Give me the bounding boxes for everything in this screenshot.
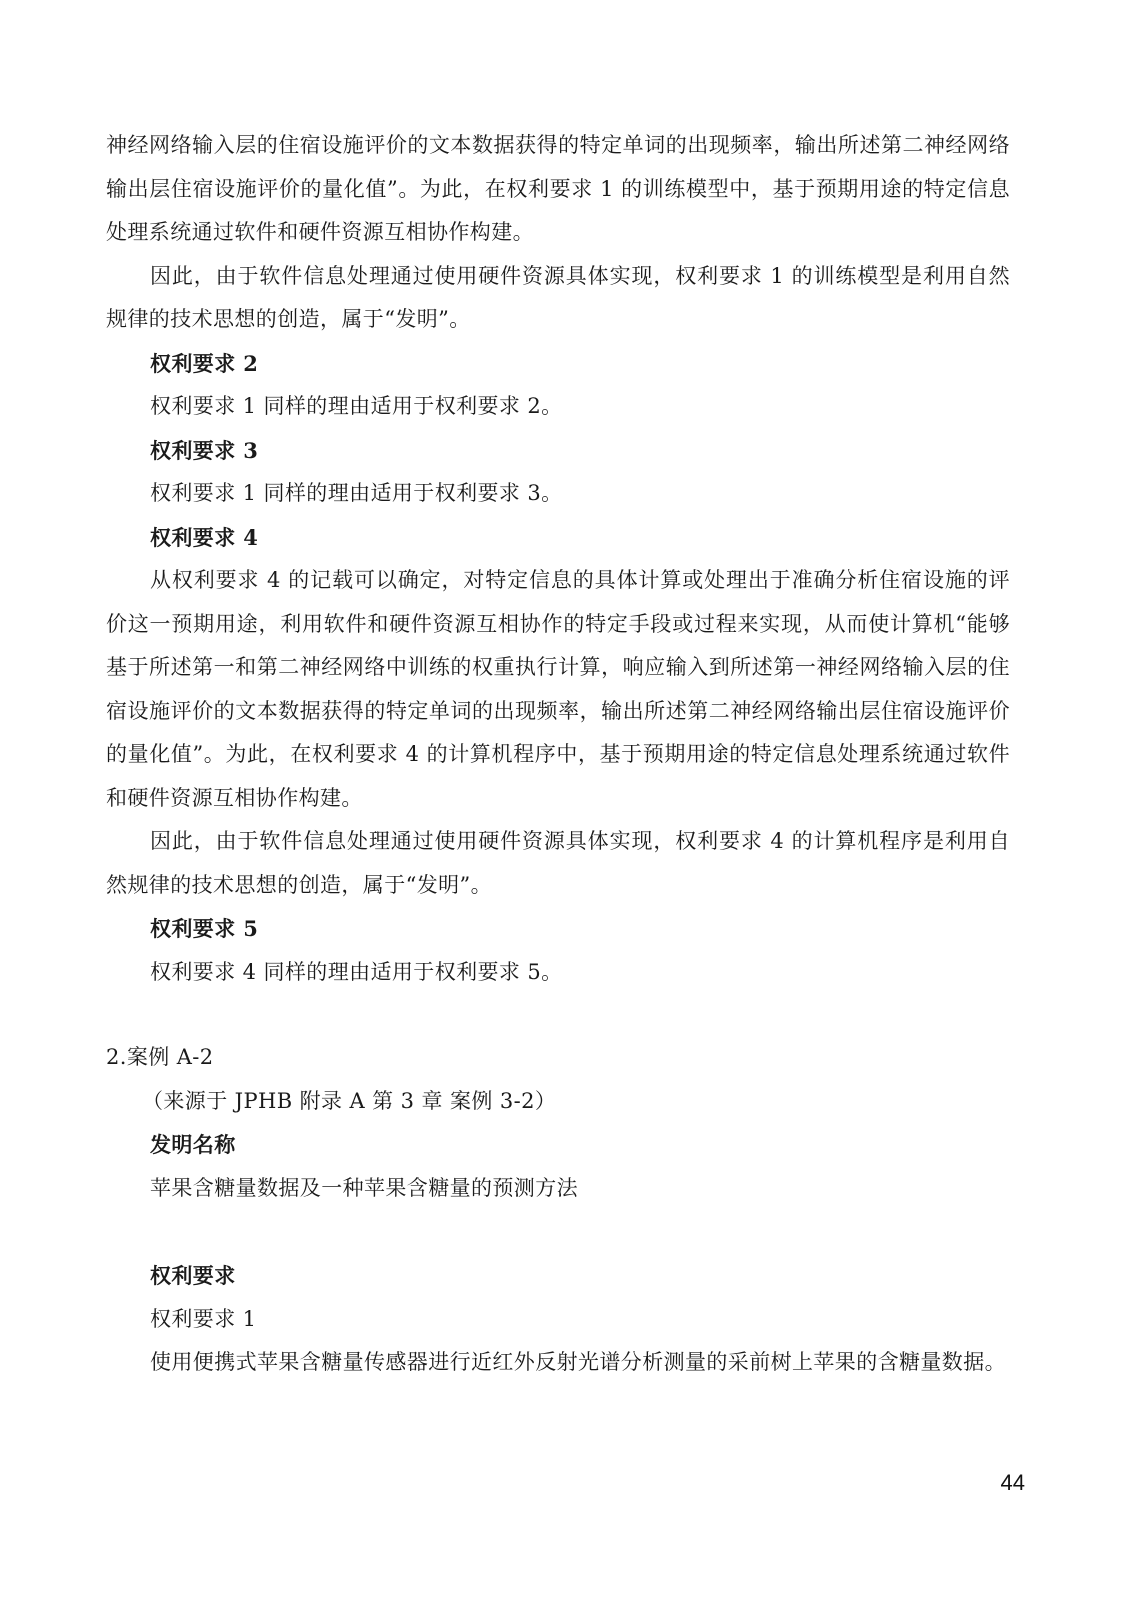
paragraph-2: 因此，由于软件信息处理通过使用硬件资源具体实现，权利要求 1 的训练模型是利用自然规律的技术思想的创造，属于“发明”。 [106,263,1010,331]
heading-claims: 权利要求 [150,1263,236,1288]
paragraph-claim-4: 从权利要求 4 的记载可以确定，对特定信息的具体计算或处理出于准确分析住宿设施的评价这一预期用途，利用软件和硬件资源互相协作的特定手段或过程来实现，从而使计算机“能够基于所述第一和第二神经网络中训练的权重执行计算，响应输入到所述第一神经网络输入层的住宿设施评价的文本数据获得的特定单词的出现频率，输出所述第二神经网络输出层住宿设施评价的量化值”。为此，在权利要求 4 的计算机程序中，基于预期用途的特定信息处理系统通过软件和硬件资源互相协作构建。 [106,568,1010,810]
section-spacer [106,1210,1010,1254]
paragraph-1: 神经网络输入层的住宿设施评价的文本数据获得的特定单词的出现频率，输出所述第二神经网络输出层住宿设施评价的量化值”。为此，在权利要求 1 的训练模型中，基于预期用途的特定信息处理系统通过软件和硬件资源互相协作构建。 [106,133,1010,244]
paragraph-claim-5: 权利要求 4 同样的理由适用于权利要求 5。 [150,959,563,984]
invention-name: 苹果含糖量数据及一种苹果含糖量的预测方法 [150,1175,578,1200]
page-number: 44 [1000,1470,1025,1495]
claim-1-text: 使用便携式苹果含糖量传感器进行近红外反射光谱分析测量的采前树上苹果的含糖量数据。 [150,1350,1006,1374]
heading-claim-5: 权利要求 5 [150,916,259,941]
paragraph-claim-4-conclusion: 因此，由于软件信息处理通过使用硬件资源具体实现，权利要求 4 的计算机程序是利用自然规律的技术思想的创造，属于“发明”。 [106,829,1010,897]
heading-claim-2: 权利要求 2 [150,350,259,376]
heading-claim-3: 权利要求 3 [150,437,259,463]
section-spacer [106,994,1010,1036]
paragraph-claim-3: 权利要求 1 同样的理由适用于权利要求 3。 [150,481,563,505]
document-page [106,124,1010,1385]
heading-claim-4: 权利要求 4 [150,524,259,550]
claim-1-label: 权利要求 1 [150,1306,257,1331]
paragraph-claim-2: 权利要求 1 同样的理由适用于权利要求 2。 [150,394,563,418]
case-title: 2.案例 A-2 [106,1045,214,1069]
case-source: （来源于 JPHB 附录 A 第 3 章 案例 3-2） [142,1088,557,1113]
heading-invention-name: 发明名称 [150,1132,236,1157]
